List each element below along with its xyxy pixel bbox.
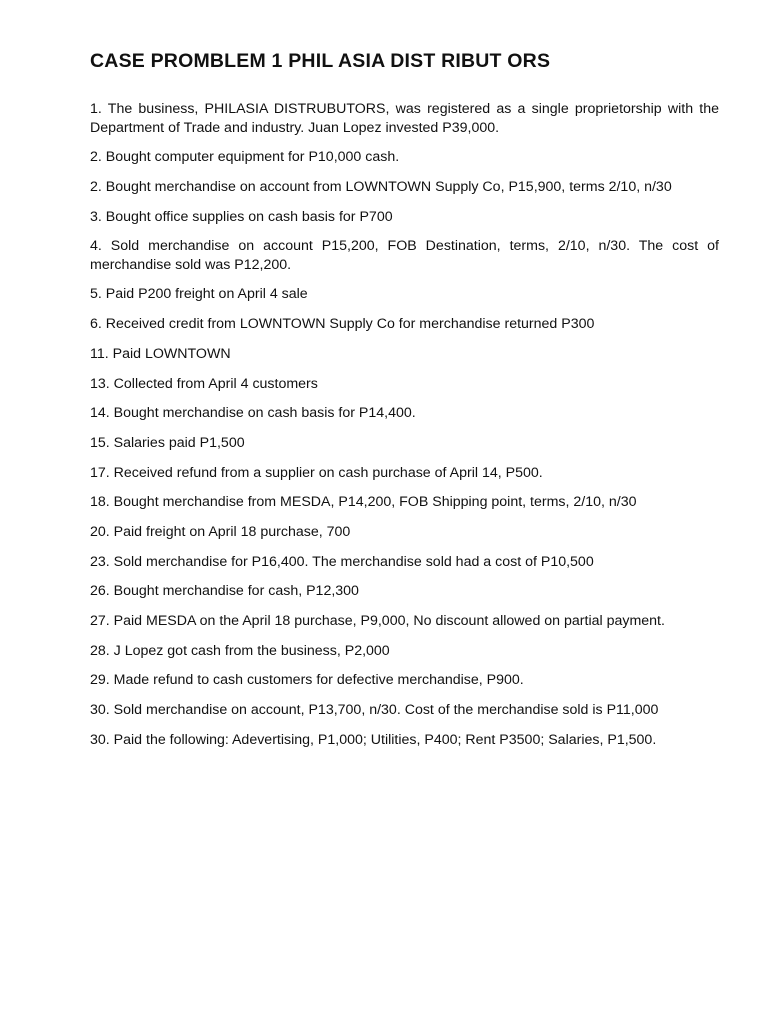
transaction-item: 18. Bought merchandise from MESDA, P14,200, FOB Shipping point, terms, 2/10, n/30 <box>90 494 637 511</box>
transaction-item: 30. Sold merchandise on account, P13,700, n/30. Cost of the merchandise sold is P11,000 <box>90 702 659 719</box>
document-title: CASE PROMBLEM 1 PHIL ASIA DIST RIBUT ORS <box>90 50 551 72</box>
transaction-item: 27. Paid MESDA on the April 18 purchase, P9,000, No discount allowed on partial payment. <box>90 613 665 629</box>
transaction-item: 2. Bought merchandise on account from LOWNTOWN Supply Co, P15,900, terms 2/10, n/30 <box>90 178 672 195</box>
transaction-item: 14. Bought merchandise on cash basis for P14,400. <box>90 405 416 422</box>
transaction-item: 1. The business, PHILASIA DISTRUBUTORS, was registered as a single proprietorship with the Department of Trade and industry. Juan Lopez invested P39,000. <box>90 101 719 136</box>
transaction-item: 20. Paid freight on April 18 purchase, 700 <box>90 523 351 540</box>
transaction-item: 13. Collected from April 4 customers <box>90 375 318 392</box>
transaction-item: 23. Sold merchandise for P16,400. The merchandise sold had a cost of P10,500 <box>90 553 594 570</box>
transaction-item: 5. Paid P200 freight on April 4 sale <box>90 286 308 303</box>
document-page <box>90 48 719 760</box>
transaction-item: 28. J Lopez got cash from the business, P2,000 <box>90 642 390 659</box>
transaction-item: 30. Paid the following: Adevertising, P1,000; Utilities, P400; Rent P3500; Salaries, P1,500. <box>90 731 657 748</box>
transaction-item: 4. Sold merchandise on account P15,200, FOB Destination, terms, 2/10, n/30. The cost of merchandise sold was P12,200. <box>90 238 719 273</box>
transaction-item: 3. Bought office supplies on cash basis for P700 <box>90 208 393 225</box>
transaction-item: 6. Received credit from LOWNTOWN Supply Co for merchandise returned P300 <box>90 316 595 333</box>
transaction-item: 17. Received refund from a supplier on cash purchase of April 14, P500. <box>90 464 543 481</box>
transaction-list <box>90 100 719 749</box>
transaction-item: 29. Made refund to cash customers for defective merchandise, P900. <box>90 672 524 689</box>
transaction-item: 2. Bought computer equipment for P10,000 cash. <box>90 149 400 166</box>
transaction-item: 11. Paid LOWNTOWN <box>90 345 231 362</box>
transaction-item: 26. Bought merchandise for cash, P12,300 <box>90 583 359 600</box>
transaction-item: 15. Salaries paid P1,500 <box>90 434 245 451</box>
